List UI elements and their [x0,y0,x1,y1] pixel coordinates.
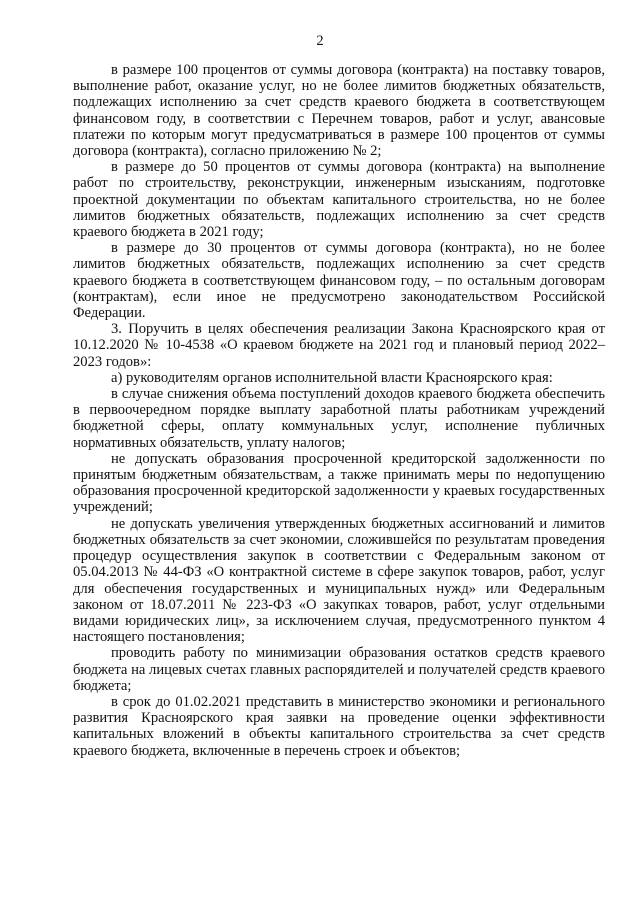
page-number: 2 [316,33,324,49]
paragraph-overdue-debt: не допускать образования просроченной кредиторской задолженности по принятым бюджетным обязательствам, а также принимать меры по недопущению образования просроченной кредиторской задолженности у краевых государственных учреждений; [73,450,605,516]
paragraph-advance-30-percent: в размере до 30 процентов от суммы договора (контракта), но не более лимитов бюджетных обязательств, подлежащих исполнению за счет средств краевого бюджета в соответствующем финансовом году, – по остальным договорам (контрактам), если иное не предусмотрено законодательством Российской Федерации. [73,240,605,322]
paragraph-revenue-decrease: в случае снижения объема поступлений доходов краевого бюджета обеспечить в первоочередном порядке выплату заработной платы работникам учреждений бюджетной сферы, оплату коммунальных услуг, исполнение публичных нормативных обязательств, уплату налогов; [73,386,605,451]
paragraph-subitem-a: а) руководителям органов исполнительной власти Красноярского края: [111,369,553,386]
paragraph-advance-50-percent: в размере до 50 процентов от суммы договора (контракта) на выполнение работ по строительству, реконструкции, инженерным изысканиям, подготовке проектной документации по объектам капитального строительства, но не более лимитов бюджетных обязательств, подлежащих исполнению за счет средств краевого бюджета в 2021 году; [73,159,605,241]
paragraph-advance-100-percent: в размере 100 процентов от суммы договора (контракта) на поставку товаров, выполнение работ, оказание услуг, но не более лимитов бюджетных обязательств, подлежащих исполнению за счет средств краевого бюджета в соответствующем финансовом году, в соответствии с Перечнем товаров, работ и услуг, авансовые платежи по которым могут предусматриваться в размере 100 процентов от суммы договора (контракта), согласно приложению № 2; [73,62,605,160]
document-body [73,62,605,759]
paragraph-deadline: в срок до 01.02.2021 представить в министерство экономики и регионального развития Красноярского края заявки на проведение оценки эффективности капитальных вложений в объекты капитального строительства за счет средств краевого бюджета, включенные в перечень строек и объектов; [73,693,605,759]
paragraph-allocations: не допускать увеличения утвержденных бюджетных ассигнований и лимитов бюджетных обязательств за счет экономии, сложившейся по результатам проведения процедур осуществления закупок в соответствии с Федеральным законом от 05.04.2013 № 44-ФЗ «О контрактной системе в сфере закупок товаров, работ, услуг для обеспечения государственных и муниципальных нужд» или Федеральным законом от 18.07.2011 № 223-ФЗ «О закупках товаров, работ, услуг отдельными видами юридических лиц», за исключением случая, предусмотренного пунктом 4 настоящего постановления; [73,515,605,646]
paragraph-balances: проводить работу по минимизации образования остатков средств краевого бюджета на лицевых счетах главных распорядителей и получателей средств краевого бюджета; [73,645,605,694]
paragraph-item-3: 3. Поручить в целях обеспечения реализации Закона Красноярского края от 10.12.2020 № 10-4538 «О краевом бюджете на 2021 год и плановый период 2022–2023 годов»: [73,321,605,370]
